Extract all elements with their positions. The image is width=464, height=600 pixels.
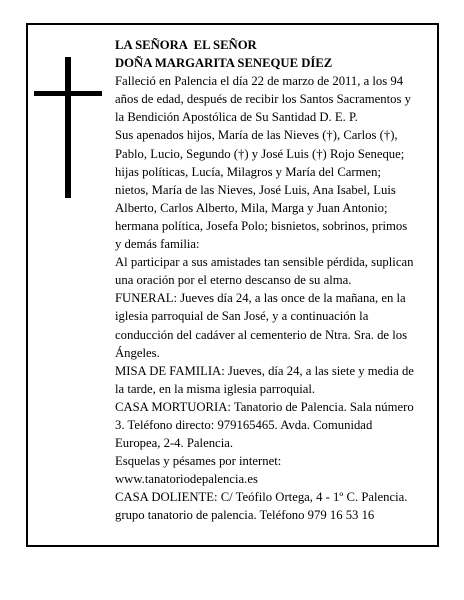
obituary-text	[115, 36, 415, 525]
death-notice-paragraph: Falleció en Palencia el día 22 de marzo de 2011, a los 94 años de edad, después de recibir los Santos Sacramentos y la Bendición Apostólica de Su Santidad D. E. P.	[115, 74, 411, 125]
prayer-request-paragraph: Al participar a sus amistades tan sensible pérdida, suplican una oración por el eterno descanso de su alma.	[115, 255, 414, 288]
funeral-home-paragraph: CASA MORTUORIA: Tanatorio de Palencia. Sala número 3. Teléfono directo: 979165465. Avda. Comunidad Europea, 2-4. Palencia.	[115, 399, 414, 451]
funeral-paragraph: FUNERAL: Jueves día 24, a las once de la mañana, en la iglesia parroquial de San José, y a continuación la conducción del cadáver al cementerio de Ntra. Sra. de los Ángeles.	[115, 291, 408, 360]
cross-icon-crossbar	[34, 91, 102, 96]
funeral-group-contact: grupo tanatorio de palencia. Teléfono 979 16 53 16	[115, 508, 375, 523]
obituary-heading-titles: LA SEÑORA EL SEÑOR	[115, 38, 257, 52]
family-home-paragraph: CASA DOLIENTE: C/ Teófilo Ortega, 4 - 1º C. Palencia.	[115, 490, 408, 505]
family-paragraph: Sus apenados hijos, María de las Nieves (†), Carlos (†), Pablo, Lucio, Segundo (†) y José Luis (†) Rojo Seneque; hijas políticas, Lucía, Milagros y María del Carmen; nietos, María de las Nieves, José Luis, Ana Isabel, Luis Alberto, Carlos Alberto, Mila, Marga y Juan Antonio; hermana política, Josefa Polo; bisnietos, sobrinos, primos y demás familia:	[115, 128, 408, 252]
website-text: www.tanatoriodepalencia.es	[115, 472, 258, 487]
deceased-name: DOÑA MARGARITA SENEQUE DÍEZ	[115, 56, 333, 71]
internet-condolences-label: Esquelas y pésames por internet:	[115, 454, 282, 469]
family-mass-paragraph: MISA DE FAMILIA: Jueves, día 24, a las siete y media de la tarde, en la misma iglesia parroquial.	[115, 363, 414, 396]
cross-icon	[65, 57, 71, 198]
